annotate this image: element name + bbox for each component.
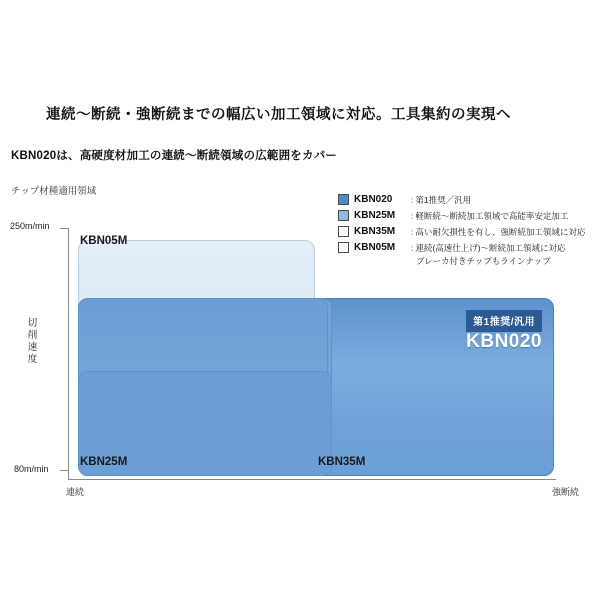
legend-item-name: KBN35M	[354, 226, 396, 237]
legend-separator: :	[411, 226, 414, 237]
legend-item	[338, 208, 590, 223]
headline: 連続〜断続・強断続までの幅広い加工領域に対応。工具集約の実現へ	[46, 107, 511, 123]
y-axis-tick-label-bottom: 80m/min	[14, 464, 49, 474]
legend-separator: :	[411, 210, 414, 221]
legend-item-desc-line2: ブレーカ付きチップもラインナップ	[416, 256, 551, 266]
legend-item	[338, 192, 590, 207]
legend-item-desc: 第1推奨／汎用	[415, 194, 472, 205]
x-axis-label-left: 連続	[66, 487, 85, 497]
legend-swatch-icon	[338, 194, 349, 205]
region-label-kbn05m: KBN05M	[80, 235, 128, 247]
legend-item-desc: 連続(高速仕上げ)〜断続加工領域に対応	[415, 242, 566, 253]
legend-item-name: KBN25M	[354, 210, 396, 221]
legend-item-desc: 高い耐欠損性を有し、強断続加工領域に対応	[415, 226, 586, 237]
y-axis-title: 切削速度	[27, 318, 39, 365]
x-axis-label-right: 強断続	[552, 487, 580, 497]
legend-separator: :	[411, 194, 414, 205]
legend-item-desc: 軽断続〜断続加工領域で高能率安定加工	[415, 210, 569, 221]
legend-swatch-icon	[338, 210, 349, 221]
region-label-kbn25m: KBN25M	[80, 456, 128, 468]
subheadline: KBN020は、高硬度材加工の連続〜断続領域の広範囲をカバー	[11, 150, 338, 162]
y-axis-tick-label-top: 250m/min	[10, 221, 50, 231]
chart-caption: チップ材種適用領域	[11, 186, 97, 197]
legend-item-name: KBN020	[354, 194, 393, 205]
region-label-kbn35m: KBN35M	[318, 456, 366, 468]
legend-item-name: KBN05M	[354, 242, 396, 253]
x-axis-line	[68, 479, 556, 480]
legend-separator: :	[411, 242, 414, 253]
region-label-kbn020: KBN020	[466, 331, 542, 352]
plot-area	[68, 228, 554, 478]
badge-kbn020-recommended: 第1推奨/汎用	[466, 310, 542, 332]
